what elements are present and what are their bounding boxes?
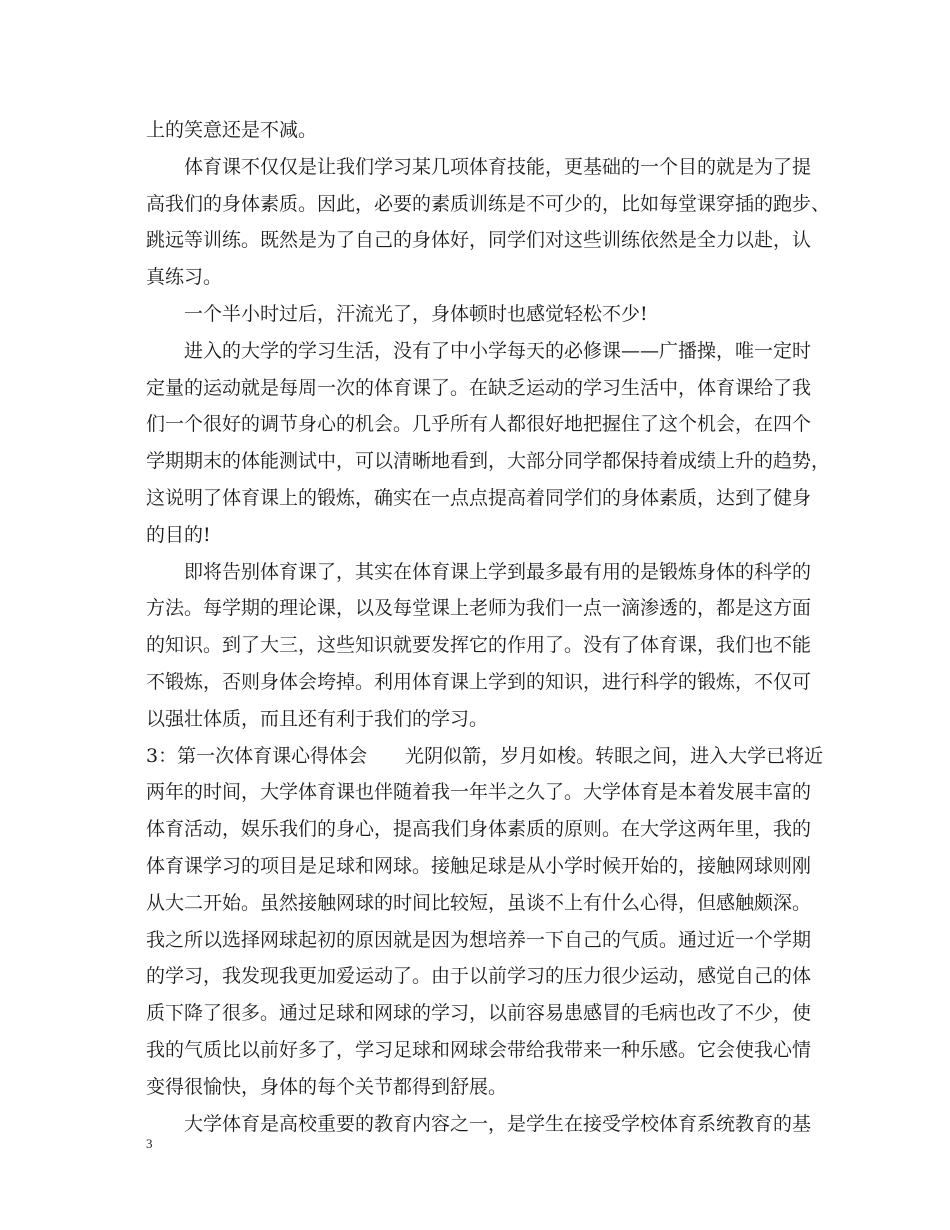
text-line: 体育课不仅仅是让我们学习某几项体育技能，更基础的一个目的就是为了提 [184, 155, 812, 178]
text-line: 方法。每学期的理论课，以及每堂课上老师为我们一点一滴渗透的，都是这方面 [146, 597, 812, 620]
text-line: 大学体育是高校重要的教育内容之一，是学生在接受学校体育系统教育的基 [184, 1112, 812, 1135]
text-line: 即将告别体育课了，其实在体育课上学到最多最有用的是锻炼身体的科学的 [184, 560, 812, 583]
text-line: 我的气质比以前好多了，学习足球和网球会带给我带来一种乐感。它会使我心情 [146, 1038, 812, 1061]
body-text [146, 112, 831, 1142]
text-line: 的知识。到了大三，这些知识就要发挥它的作用了。没有了体育课，我们也不能 [146, 634, 812, 657]
text-line: 体育活动，娱乐我们的身心，提高我们身体素质的原则。在大学这两年里，我的 [146, 818, 812, 841]
text-line: 的目的! [146, 523, 211, 546]
text-line: 进入的大学的学习生活，没有了中小学每天的必修课——广播操，唯一定时 [184, 339, 812, 362]
text-line: 我之所以选择网球起初的原因就是因为想培养一下自己的气质。通过近一个学期 [146, 928, 812, 951]
text-line: 上的笑意还是不减。 [146, 119, 318, 141]
text-line: 从大二开始。虽然接触网球的时间比较短，虽谈不上有什么心得，但感触颇深。 [146, 891, 812, 914]
text-line: 学期期末的体能测试中，可以清晰地看到，大部分同学都保持着成绩上升的趋势， [146, 450, 831, 473]
text-line: 变得很愉快，身体的每个关节都得到舒展。 [146, 1075, 508, 1098]
text-line: 们一个很好的调节身心的机会。几乎所有人都很好地把握住了这个机会，在四个 [146, 413, 812, 436]
text-line: 跳远等训练。既然是为了自己的身体好，同学们对这些训练依然是全力以赴，认 [146, 229, 812, 252]
text-line: 质下降了很多。通过足球和网球的学习，以前容易患感冒的毛病也改了不少，使 [146, 1002, 812, 1025]
text-line: 两年的时间，大学体育课也伴随着我一年半之久了。大学体育是本着发展丰富的 [146, 781, 812, 804]
text-line: 体育课学习的项目是足球和网球。接触足球是从小学时候开始的，接触网球则刚 [146, 854, 812, 877]
page-number: 3 [146, 1136, 153, 1151]
text-line: 以强壮体质，而且还有利于我们的学习。 [146, 707, 489, 730]
text-line: 真练习。 [146, 266, 223, 289]
text-line: 一个半小时过后，汗流光了，身体顿时也感觉轻松不少! [184, 302, 648, 325]
text-line: 高我们的身体素质。因此，必要的素质训练是不可少的，比如每堂课穿插的跑步、 [146, 192, 831, 215]
text-line: 定量的运动就是每周一次的体育课了。在缺乏运动的学习生活中，体育课给了我 [146, 376, 812, 399]
text-line: 的学习，我发现我更加爱运动了。由于以前学习的压力很少运动，感觉自己的体 [146, 965, 812, 988]
text-line: 这说明了体育课上的锻炼，确实在一点点提高着同学们的身体素质，达到了健身 [146, 486, 812, 509]
text-line: 不锻炼，否则身体会垮掉。利用体育课上学到的知识，进行科学的锻炼，不仅可 [146, 670, 812, 693]
text-line: 3：第一次体育课心得体会 光阴似箭，岁月如梭。转眼之间，进入大学已将近 [146, 744, 824, 767]
